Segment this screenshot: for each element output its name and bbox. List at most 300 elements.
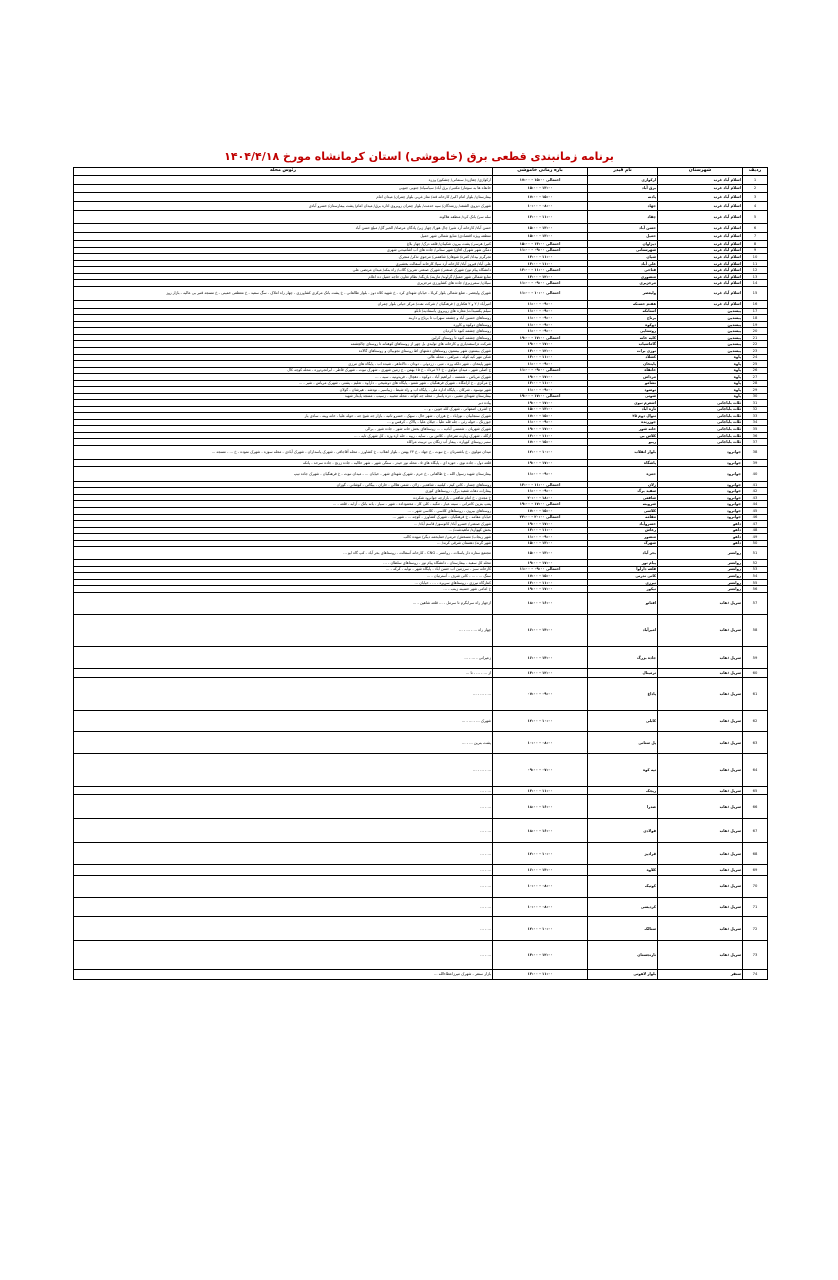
- city-cell: اسلام آباد غرب: [658, 273, 743, 280]
- description-cell: ... - ...: [74, 876, 493, 898]
- table-row: [74, 287, 768, 301]
- time-cell: ۱۱:۰۰ - ۰۹:۰۰ احتمالی: [493, 247, 588, 254]
- city-cell: اسلام آباد غرب: [658, 260, 743, 267]
- description-cell: شکن مهر کیه کوله - میرلفی - محله عالی: [74, 354, 493, 361]
- time-cell: ۱۷:۰۰ - ۱۵:۰۰: [493, 439, 588, 446]
- time-cell: ۱۲:۰۰ - ۱۰:۰۰: [493, 445, 588, 459]
- time-cell: ۱۱:۰۰ - ۰۹:۰۰ احتمالی: [493, 367, 588, 374]
- time-cell: ۱۲:۰۰ - ۱۰:۰۰: [493, 843, 588, 865]
- row-number-cell: 41: [743, 481, 768, 488]
- city-cell: روانسر: [658, 579, 743, 586]
- feeder-cell: قرادیز: [588, 843, 658, 865]
- row-number-cell: 5: [743, 210, 768, 223]
- city-cell: داهو: [658, 534, 743, 541]
- city-cell: پاوه: [658, 367, 743, 374]
- city-cell: اسلام آباد غرب: [658, 254, 743, 261]
- feeder-cell: صدرا: [588, 795, 658, 819]
- city-cell: پیسدین: [658, 321, 743, 328]
- row-number-cell: 37: [743, 439, 768, 446]
- city-cell: اسلام آباد غرب: [658, 176, 743, 185]
- time-cell: ۱۷:۰۰ - ۱۵:۰۰: [493, 193, 588, 202]
- feeder-cell: منصور: [588, 534, 658, 541]
- feeder-cell: شوتی: [588, 393, 658, 400]
- feeder-cell: سفید برگ: [588, 488, 658, 495]
- description-cell: منطقه ویژه اقتصادی/ منابع شمالی شهر حمیل: [74, 232, 493, 241]
- feeder-cell: حسن آباد: [588, 223, 658, 232]
- feeder-cell: جاده بزرگ: [588, 647, 658, 669]
- city-cell: پیسدین: [658, 328, 743, 335]
- feeder-cell: جهاد: [588, 202, 658, 211]
- city-cell: سرپل ذهاب: [658, 754, 743, 787]
- table-row: [74, 917, 768, 941]
- feeder-cell: پیام نور: [588, 560, 658, 567]
- row-number-cell: 8: [743, 241, 768, 248]
- feeder-cell: دوکوه: [588, 321, 658, 328]
- row-number-cell: 56: [743, 586, 768, 593]
- city-cell: جوانرود: [658, 508, 743, 515]
- description-cell: شهرک دیزوی الشقه/ رزمندگان/ سپه خدمت/ بلوار چمران روبروی اداره برق/ میدان امام/ پشت بیمارستان/ خسرو آبادی: [74, 202, 493, 211]
- description-cell: امیرآباد / ۲ و ۲ هکتاری / فرهنگیان / شرکت نفت/ مرکز حیاتی بلوار چمران: [74, 301, 493, 309]
- row-number-cell: 72: [743, 917, 768, 941]
- feeder-cell: برق آباد: [588, 184, 658, 193]
- time-cell: ۱۳:۰۰ - ۱۲:۰۰: [493, 273, 588, 280]
- row-number-cell: 13: [743, 273, 768, 280]
- city-cell: پاوه: [658, 374, 743, 381]
- time-cell: ۱۶:۰۰ - ۱۴:۰۰: [493, 614, 588, 647]
- feeder-cell: ولیعصر: [588, 287, 658, 301]
- city-cell: روانسر: [658, 560, 743, 567]
- city-cell: جوانرود: [658, 488, 743, 495]
- city-cell: روانسر: [658, 573, 743, 580]
- city-cell: سنقر: [658, 969, 743, 979]
- row-number-cell: 33: [743, 413, 768, 420]
- row-number-cell: 4: [743, 202, 768, 211]
- time-cell: ۱۳:۰۰ - ۱۱:۰۰: [493, 210, 588, 223]
- description-cell: شهر گرند/ دهستان شرقی کرند/ ...: [74, 540, 493, 547]
- table-row: [74, 547, 768, 560]
- description-cell: پیمارات دهات شفید برگ - روستاهای کوری: [74, 488, 493, 495]
- feeder-cell: کشلاد: [588, 354, 658, 361]
- description-cell: شرکت دزاسفندیاری و کارخانه های تولیدی بل چهر از روستاهای کوهنانه تا روستای چالچشمه: [74, 341, 493, 348]
- description-cell: ... - ... - ...: [74, 677, 493, 710]
- feeder-cell: تپه کوه: [588, 754, 658, 787]
- time-cell: ۰۷:۰۰ - ۰۹:۰۰: [493, 677, 588, 710]
- description-cell: شهرک سنجابیان - نوزاباد - خ هرزان - شهر خال - سهک - خسرو ثانیه - بازار جه شیخ جه - حوله علیا - خانه وینه - سادی یار: [74, 413, 493, 420]
- city-cell: ثلاث باباجانی: [658, 400, 743, 407]
- feeder-cell: نارنجستان: [588, 941, 658, 969]
- description-cell: بخش کهواره/ ماهیدشت/ ...: [74, 527, 493, 534]
- table-header-row: [74, 168, 768, 176]
- row-number-cell: 60: [743, 669, 768, 678]
- feeder-cell: شیان: [588, 254, 658, 261]
- description-cell: روستاهای بیرون - روستاهای کلاسی - کلاسی شهر - ...: [74, 508, 493, 515]
- table-row: [74, 865, 768, 876]
- row-number-cell: 64: [743, 754, 768, 787]
- feeder-cell: کلاس بی: [588, 432, 658, 439]
- table-row: [74, 969, 768, 979]
- row-number-cell: 69: [743, 865, 768, 876]
- feeder-cell: اشعرم نبوی: [588, 400, 658, 407]
- time-cell: ۱۱:۰۰ - ۰۹:۰۰: [493, 308, 588, 315]
- time-cell: ۱۳:۰۰ - ۱۱:۰۰: [493, 432, 588, 439]
- row-number-cell: 47: [743, 521, 768, 528]
- description-cell: شهرک مریاس - شمسه - ابراهیم آباد - دوکوه - دهچال - فریدونیه - سیه - ...: [74, 374, 493, 381]
- row-number-cell: 48: [743, 527, 768, 534]
- row-number-cell: 7: [743, 232, 768, 241]
- city-cell: پیسدین: [658, 334, 743, 341]
- time-cell: ۱۱:۰۰ - ۱۰:۰۰ احتمالی: [493, 287, 588, 301]
- feeder-cell: کلیه خانه: [588, 334, 658, 341]
- table-row: [74, 176, 768, 185]
- row-number-cell: 30: [743, 393, 768, 400]
- table-row: [74, 466, 768, 481]
- feeder-cell: شهرک: [588, 540, 658, 547]
- city-cell: سرپل ذهاب: [658, 917, 743, 941]
- row-number-cell: 63: [743, 732, 768, 754]
- description-cell: از ... - ... - تا ...: [74, 669, 493, 678]
- header-description: رئوس محله: [74, 168, 493, 176]
- row-number-cell: 34: [743, 419, 768, 426]
- city-cell: سرپل ذهاب: [658, 710, 743, 732]
- feeder-cell: ریبو: [588, 439, 658, 446]
- row-number-cell: 24: [743, 354, 768, 361]
- city-cell: جوانرود: [658, 445, 743, 459]
- feeder-cell: خانقاه: [588, 367, 658, 374]
- feeder-cell: زلان: [588, 481, 658, 488]
- time-cell: ۱۴:۰۰ - ۱۲:۰۰: [493, 941, 588, 969]
- row-number-cell: 74: [743, 969, 768, 979]
- feeder-cell: چقاد: [588, 210, 658, 223]
- row-number-cell: 6: [743, 223, 768, 232]
- time-cell: ۱۶:۰۰ - ۱۴:۰۰: [493, 647, 588, 669]
- row-number-cell: 45: [743, 508, 768, 515]
- row-number-cell: 40: [743, 466, 768, 481]
- time-cell: ۱۳:۰۰ - ۱۱:۰۰: [493, 527, 588, 534]
- time-cell: ۱۸:۰۰ - ۱۶:۰۰: [493, 795, 588, 819]
- description-cell: حسن آباد/ کارخانه آرد شیر/ چال هورا/ چهار زیر/ پادگان مرصاد/ الحیر گل/ مبلغ حسن آباد: [74, 223, 493, 232]
- time-cell: ۰۹:۰۰ - ۰۷:۰۰: [493, 754, 588, 787]
- description-cell: دمگن شهر شهرک آفاق/ شهر ستانی/ جاده های آب آشامیدنی شهری: [74, 247, 493, 254]
- city-cell: جوانرود: [658, 494, 743, 501]
- row-number-cell: 18: [743, 315, 768, 322]
- row-number-cell: 65: [743, 786, 768, 795]
- description-cell: منابع شمالی شهر حمیل/ گراوند/ مازینه/ بازیگه/ نظام تعاون حاجه حمیل ده اعلام: [74, 273, 493, 280]
- time-cell: ۱۱:۰۰ - ۰۹:۰۰: [493, 419, 588, 426]
- description-cell: پیاده دبر: [74, 400, 493, 407]
- description-cell: ج اصلی شهر - میدان مولوی - خ ۲۶ مرداد - خ ۱۵ بهمن - ج زمین شهری - شهرک نبوت - شهرک قاطر - ابرانجردوره - محله کوچه کال: [74, 367, 493, 374]
- description-cell: محله کل سفید - بیمارستان - دانشگاه پیام نور - روستاهای سلطان - ...: [74, 560, 493, 567]
- feeder-cell: کوتیک: [588, 876, 658, 898]
- description-cell: تجرگرم بیداد/ کمره/ شوهان/ شاهمنی/ مرجوی تذکر/ منجرک: [74, 254, 493, 261]
- feeder-cell: شهرستانی: [588, 247, 658, 254]
- description-cell: کنتارگاه نیرزی - روستاهای سرپره - ... - خیابان ...: [74, 579, 493, 586]
- city-cell: اسلام آباد غرب: [658, 223, 743, 232]
- feeder-cell: روستایی: [588, 328, 658, 335]
- city-cell: سرپل ذهاب: [658, 819, 743, 843]
- feeder-cell: خانه شور: [588, 426, 658, 433]
- city-cell: اسلام آباد غرب: [658, 280, 743, 287]
- row-number-cell: 19: [743, 321, 768, 328]
- description-cell: شهر ریجاب/ مسخش/ حرمی/ حمایحمه دیگر/ میهده کالب: [74, 534, 493, 541]
- city-cell: سرپل ذهاب: [658, 647, 743, 669]
- feeder-cell: نیکور: [588, 586, 658, 593]
- row-number-cell: 59: [743, 647, 768, 669]
- row-number-cell: 3: [743, 193, 768, 202]
- time-cell: ۱۱:۰۰ - ۰۹:۰۰: [493, 361, 588, 368]
- feeder-cell: امیرآباد: [588, 614, 658, 647]
- time-cell: ۱۰:۰۰ - ۰۸:۰۰: [493, 897, 588, 917]
- feeder-cell: پل ستانی: [588, 732, 658, 754]
- city-cell: پاوه: [658, 361, 743, 368]
- table-row: [74, 210, 768, 223]
- feeder-cell: نوسود: [588, 387, 658, 394]
- table-row: [74, 445, 768, 459]
- time-cell: ۱۱:۰۰ - ۰۹:۰۰: [493, 387, 588, 394]
- time-cell: ۲۲:۰۰ - ۲۰:۰۰ احتمالی: [493, 514, 588, 521]
- feeder-cell: شافعی: [588, 494, 658, 501]
- time-cell: ۱۴:۰۰ - ۱۲:۰۰: [493, 669, 588, 678]
- time-cell: ۱۷:۰۰ - ۱۵:۰۰ احتمالی: [493, 176, 588, 185]
- table-body: [74, 176, 768, 980]
- time-cell: ۱۳:۰۰ - ۱۱:۰۰: [493, 354, 588, 361]
- description-cell: شهرک شهریان - شمسی آبادیه - ... روستاهای بخش خانه شور - جاده شور - برالی: [74, 426, 493, 433]
- row-number-cell: 29: [743, 387, 768, 394]
- time-cell: ۱۰:۰۰ - ۰۸:۰۰: [493, 876, 588, 898]
- city-cell: سرپل ذهاب: [658, 592, 743, 614]
- time-cell: ۱۵:۰۰ - ۱۳:۰۰: [493, 547, 588, 560]
- description-cell: سنبر روستای کوواره - پیمار آب زنگان بی تربیت مراکاه: [74, 439, 493, 446]
- row-number-cell: 20: [743, 328, 768, 335]
- feeder-cell: مقامه: [588, 514, 658, 521]
- description-cell: شهرک بیستون شهر بیستون روستاهای دشتهای اط روستای نجوبیاان و روستاهای گالاده: [74, 347, 493, 354]
- city-cell: داهو: [658, 521, 743, 528]
- time-cell: ۱۹:۰۰ - ۱۷:۰۰: [493, 460, 588, 467]
- city-cell: پیسدین: [658, 341, 743, 348]
- time-cell: ۱۹:۰۰ - ۱۷:۰۰: [493, 560, 588, 567]
- city-cell: پیسدین: [658, 315, 743, 322]
- description-cell: سیلم پکسیدات/ مغازه های روبروی یاسمادیه/ تابلو: [74, 308, 493, 315]
- row-number-cell: 66: [743, 795, 768, 819]
- feeder-cell: بلوار انقلاب: [588, 445, 658, 459]
- time-cell: ۱۸:۰۰ - ۱۶:۰۰: [493, 819, 588, 843]
- table-row: [74, 301, 768, 309]
- row-number-cell: 14: [743, 280, 768, 287]
- description-cell: چهار راه ... - ... - ...: [74, 614, 493, 647]
- row-number-cell: 55: [743, 579, 768, 586]
- time-cell: ۱۳:۰۰ - ۱۱:۰۰: [493, 786, 588, 795]
- description-cell: ارکوازی/ چقاژرد/ سنمانی/ چشکور/ وزره: [74, 176, 493, 185]
- time-cell: ۱۱:۰۰ - ۰۹:۰۰: [493, 488, 588, 495]
- description-cell: روستاهای دوکوه و کاوره: [74, 321, 493, 328]
- time-cell: ۱۷:۰۰ - ۱۵:۰۰: [493, 508, 588, 515]
- table-row: [74, 592, 768, 614]
- city-cell: اسلام آباد غرب: [658, 202, 743, 211]
- row-number-cell: 68: [743, 843, 768, 865]
- description-cell: ج اشرف اصفهانی - شهرک کله جوین - و ...: [74, 406, 493, 413]
- time-cell: ۱۳:۰۰ - ۱۱:۰۰: [493, 579, 588, 586]
- table-row: [74, 232, 768, 241]
- row-number-cell: 12: [743, 267, 768, 274]
- city-cell: سرپل ذهاب: [658, 897, 743, 917]
- city-cell: پاوه: [658, 380, 743, 387]
- feeder-cell: آستانکه: [588, 308, 658, 315]
- time-cell: ۱۹:۰۰ - ۱۷:۰۰ احتمالی: [493, 334, 588, 341]
- feeder-cell: ریجک: [588, 786, 658, 795]
- description-cell: کنیر/ هرسی/ پشت بیرون شکیبان/ قلعه درگ/ چهار بلاغ: [74, 241, 493, 248]
- city-cell: سرپل ذهاب: [658, 732, 743, 754]
- description-cell: روستاهای چشمه کبود تا روستای کرلین: [74, 334, 493, 341]
- time-cell: ۱۳:۰۰ - ۱۱:۰۰: [493, 380, 588, 387]
- description-cell: شهر پایتخان - شهر دلکه وره - نتیی - زردوئی - دودان - دالاماهر - شیده اب - پایگاه های مرزی: [74, 361, 493, 368]
- row-number-cell: 32: [743, 406, 768, 413]
- row-number-cell: 58: [743, 614, 768, 647]
- time-cell: ۱۷:۰۰ - ۱۵:۰۰: [493, 413, 588, 420]
- city-cell: سرپل ذهاب: [658, 865, 743, 876]
- description-cell: علی آباد/ فیروز آباد/ کارخانه آرد سپا/ کارخانه آسفالت بخشیری: [74, 260, 493, 267]
- header-feeder: نام فیدر: [588, 168, 658, 176]
- feeder-cell: بحر آباد: [588, 547, 658, 560]
- feeder-cell: تنوال دوم ۲۵: [588, 413, 658, 420]
- description-cell: ازگله - شهرک زیارت تمرخان - کلاس بی - سایه - ریپه - حله اره وزه - کل شهرک تایه - ...: [74, 432, 493, 439]
- table-row: [74, 732, 768, 754]
- row-number-cell: 70: [743, 876, 768, 898]
- city-cell: اسلام آباد غرب: [658, 267, 743, 274]
- row-number-cell: 43: [743, 494, 768, 501]
- table-row: [74, 754, 768, 787]
- row-number-cell: 9: [743, 247, 768, 254]
- feeder-cell: دیزاوان: [588, 241, 658, 248]
- city-cell: داهو: [658, 527, 743, 534]
- feeder-cell: خسروآباد: [588, 521, 658, 528]
- table-row: [74, 897, 768, 917]
- row-number-cell: 50: [743, 540, 768, 547]
- time-cell: ۱۳:۰۰ - ۱۱:۰۰: [493, 969, 588, 979]
- schedule-table: [73, 167, 768, 980]
- description-cell: ... - ...: [74, 917, 493, 941]
- row-number-cell: 16: [743, 301, 768, 309]
- city-cell: ثلاث باباجانی: [658, 413, 743, 420]
- description-cell: مجتمع ستاره دار پاسلات - روانسر - CNG - کارخانه آسفالت - روستاهای بحر آباد - کپ گاه ابو ...: [74, 547, 493, 560]
- feeder-cell: فتاحی: [588, 267, 658, 274]
- city-cell: اسلام آباد غرب: [658, 241, 743, 248]
- row-number-cell: 42: [743, 488, 768, 495]
- feeder-cell: نشامو: [588, 380, 658, 387]
- table-row: [74, 843, 768, 865]
- row-number-cell: 22: [743, 341, 768, 348]
- city-cell: اسلام آباد غرب: [658, 193, 743, 202]
- description-cell: سله سر/ بانک کرد/ منطقه هلالوند: [74, 210, 493, 223]
- city-cell: پاوه: [658, 387, 743, 394]
- description-cell: ... - ...: [74, 795, 493, 819]
- row-number-cell: 52: [743, 560, 768, 567]
- description-cell: شهرک ولیعصر - ضلع شمالی بلوار کربلا - خیابان شهدای کرد - خ شهید کلاه دوز - بلوار طالقانی - خ پشت بانک مرکزی کشاورزی - چهار راه املاک - سگ سفید - خ معطفی خمینی - خ مسجد قنبر بی عالیه - بازار روز: [74, 287, 493, 301]
- table-row: [74, 795, 768, 819]
- feeder-cell: افتاتو: [588, 592, 658, 614]
- city-cell: سرپل ذهاب: [658, 786, 743, 795]
- feeder-cell: مرداس: [588, 374, 658, 381]
- table-row: [74, 786, 768, 795]
- feeder-cell: رعاش: [588, 527, 658, 534]
- time-cell: ۱۵:۰۰ - ۱۳:۰۰: [493, 184, 588, 193]
- city-cell: ثلاث باباجانی: [658, 432, 743, 439]
- time-cell: ۱۴:۰۰ - ۱۲:۰۰: [493, 347, 588, 354]
- time-cell: ۱۹:۰۰ - ۱۷:۰۰: [493, 426, 588, 433]
- feeder-cell: هفتم حسنکه: [588, 301, 658, 309]
- row-number-cell: 54: [743, 573, 768, 580]
- table-row: [74, 184, 768, 193]
- time-cell: ۲۰:۰۰ - ۱۸:۰۰: [493, 494, 588, 501]
- time-cell: ۱۹:۰۰ - ۱۷:۰۰: [493, 521, 588, 528]
- description-cell: کارخانه سبز - سرزمین آب حسن آباد - پایگاه شهر - نوآبه - کرکه - ...: [74, 566, 493, 573]
- row-number-cell: 73: [743, 941, 768, 969]
- description-cell: ... - ...: [74, 865, 493, 876]
- row-number-cell: 44: [743, 501, 768, 508]
- time-cell: ۱۳:۰۰ - ۱۱:۰۰: [493, 254, 588, 261]
- time-cell: ۱۵:۰۰ - ۱۳:۰۰: [493, 223, 588, 232]
- city-cell: سرپل ذهاب: [658, 614, 743, 647]
- table-row: [74, 614, 768, 647]
- time-cell: ۱۱:۰۰ - ۰۹:۰۰ احتمالی: [493, 280, 588, 287]
- table-row: [74, 819, 768, 843]
- city-cell: ثلاث باباجانی: [658, 419, 743, 426]
- description-cell: سنگ ... - ... - کانی شرف - آسترتیان - ...: [74, 573, 493, 580]
- time-cell: ۱۸:۰۰ - ۱۶:۰۰: [493, 592, 588, 614]
- description-cell: بیمارستان شهید رسول الله - خ طالقانی - خ حرم - شهرک شهدای شهر - خیابان ... - میدان نبوت - خ فرهنگیان - شهرک جاده تیپ: [74, 466, 493, 481]
- time-cell: ۱۵:۰۰ - ۱۳:۰۰: [493, 406, 588, 413]
- time-cell: ۱۹:۰۰ - ۱۷:۰۰: [493, 400, 588, 407]
- description-cell: روستاهای حسین آباد و چشمه سهراب تا برناج و داربند: [74, 315, 493, 322]
- description-cell: شهرک ... - ... - ...: [74, 710, 493, 732]
- feeder-cell: کردیسی: [588, 897, 658, 917]
- row-number-cell: 38: [743, 445, 768, 459]
- description-cell: ازجهار راه سرابگرم تا سرمل - ... قلعه شاهین - ...: [74, 592, 493, 614]
- time-cell: ۱۱:۰۰ - ۰۹:۰۰: [493, 301, 588, 309]
- city-cell: جوانرود: [658, 481, 743, 488]
- city-cell: سرپل ذهاب: [658, 795, 743, 819]
- row-number-cell: 35: [743, 426, 768, 433]
- feeder-cell: تازه آباد: [588, 406, 658, 413]
- city-cell: جوانرود: [658, 501, 743, 508]
- page-title: برنامه زمانبندی قطعی برق (خاموشی) استان کرمانشاه مورخ ۱۴۰۴/۴/۱۸: [224, 150, 614, 163]
- time-cell: ۱۵:۰۰ - ۱۳:۰۰: [493, 232, 588, 241]
- feeder-cell: پاشگاه: [588, 460, 658, 467]
- time-cell: ۱۱:۰۰ - ۰۹:۰۰: [493, 534, 588, 541]
- feeder-cell: کلاوه: [588, 865, 658, 876]
- feeder-cell: حمزه: [588, 466, 658, 481]
- time-cell: ۱۷:۰۰ - ۱۵:۰۰: [493, 573, 588, 580]
- time-cell: ۱۹:۰۰ - ۱۷:۰۰: [493, 586, 588, 593]
- city-cell: سرپل ذهاب: [658, 669, 743, 678]
- description-cell: خ مجدی - خ امام شافعی - بازارچه جوانرود شکرده: [74, 494, 493, 501]
- description-cell: خ مرکزی - خ آرامگاه - شهرک فرهنگیان - شهر شمو - پایگاه های دوشیخی - داراوه - تعلیم - پشتی - شهرک مریاس - شیر - ...: [74, 380, 493, 387]
- time-cell: ۱۱:۰۰ - ۰۹:۰۰ احتمالی: [493, 566, 588, 573]
- table-row: [74, 202, 768, 211]
- city-cell: سرپل ذهاب: [658, 843, 743, 865]
- feeder-cell: کابلی: [588, 710, 658, 732]
- row-number-cell: 49: [743, 534, 768, 541]
- feeder-cell: کلاسی: [588, 508, 658, 515]
- city-cell: پاوه: [658, 354, 743, 361]
- feeder-cell: سنالک: [588, 917, 658, 941]
- feeder-cell: پایتخان: [588, 361, 658, 368]
- row-number-cell: 11: [743, 260, 768, 267]
- city-cell: اسلام آباد غرب: [658, 287, 743, 301]
- city-cell: روانسر: [658, 586, 743, 593]
- city-cell: اسلام آباد غرب: [658, 210, 743, 223]
- feeder-cell: بلوار لاهوتی: [588, 969, 658, 979]
- description-cell: پمپ بنزین کامرانی - سینه عیار - تنگیه - کلی کار - محموداده - شهر - سیار - بانه بانک - آرابه - قلعه - ...: [74, 501, 493, 508]
- row-number-cell: 23: [743, 347, 768, 354]
